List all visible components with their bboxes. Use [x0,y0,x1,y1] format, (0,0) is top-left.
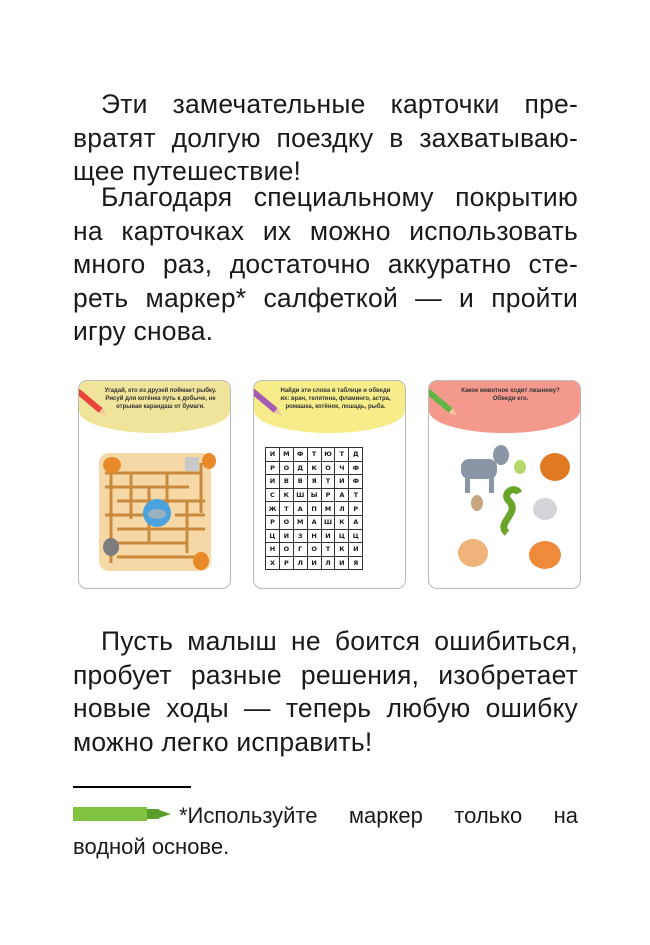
rabbit-icon [533,498,557,520]
grid-cell: И [321,529,335,543]
grid-cell: Ц [266,529,280,543]
word-search-card [253,380,406,589]
grid-cell: Л [335,502,349,516]
grid-cell: А [349,515,363,529]
grid-cell: И [349,543,363,557]
odd-animal-header: Какое животное ходит лишнему? Обведи его. [429,381,580,433]
maze-picture [91,443,218,578]
grid-cell: Ф [349,475,363,489]
grid-cell: Т [307,448,321,462]
donkey-icon [461,445,509,493]
grid-cell: Ф [293,448,307,462]
maze-card-header: Угадай, кто из друзей поймает рыбку. Рисуй для котёнка путь к добыче, не отрывая карандаш от бумаги. [79,381,230,433]
grid-cell: А [307,515,321,529]
dog-icon [458,539,488,567]
grid-cell: Ц [335,529,349,543]
closing-paragraph: Пусть малыш не боится ошибиться, пробует разные решения, изобретает новые ходы — теперь любую ошибку можно легко исправить! [73,626,578,757]
maze-card [78,380,231,589]
grid-cell: О [279,543,293,557]
grid-cell: В [279,475,293,489]
grid-cell: Ц [349,529,363,543]
grid-cell: А [335,488,349,502]
grid-cell: Ю [321,448,335,462]
grid-row [266,488,363,502]
squirrel-icon [540,453,570,481]
grid-cell: Ш [321,515,335,529]
grid-row [266,448,363,462]
footnote-rule [73,786,191,788]
grid-cell: Т [321,475,335,489]
odd-animal-card [428,380,581,589]
grid-row [266,502,363,516]
grid-cell: О [321,461,335,475]
grid-cell: Я [307,475,321,489]
grid-cell: Я [349,556,363,570]
grid-cell: Г [293,543,307,557]
grid-row [266,543,363,557]
grid-cell: Д [293,461,307,475]
grid-cell: И [279,529,293,543]
mouse-icon [471,495,483,511]
grid-cell: Ш [293,488,307,502]
cat-icon [529,541,561,569]
word-search-header: Найди эти слова в таблице и обведи их: врач, телятина, фламинго, астра, ромашка, котёнок, лошадь, рыба. [254,381,405,433]
letter-grid [265,447,363,570]
intro-paragraph: Эти замечательные карточки пре-вратят долгую поездку в захватываю-щее путешествие! [73,89,578,186]
grid-cell: З [293,529,307,543]
animals-picture [435,437,575,582]
grid-cell: И [307,556,321,570]
grid-cell: И [335,475,349,489]
grid-row [266,475,363,489]
grid-cell: С [266,488,280,502]
grid-cell: И [266,448,280,462]
grid-cell: И [266,475,280,489]
cards-illustration [78,380,578,588]
footnote-text: *Используйте маркер только на водной основе. [73,803,578,859]
grid-cell: Ж [266,502,280,516]
grid-cell: О [279,461,293,475]
grid-cell: Т [321,543,335,557]
grid-cell: Р [349,502,363,516]
grid-cell: Р [266,461,280,475]
grid-cell: Ч [335,461,349,475]
grid-cell: Т [335,448,349,462]
grid-cell: Ы [307,488,321,502]
grid-cell: В [293,475,307,489]
grid-row [266,529,363,543]
grid-cell: И [335,556,349,570]
grid-cell: Р [266,515,280,529]
grid-cell: Х [266,556,280,570]
grid-cell: К [335,543,349,557]
flower-icon [514,460,526,474]
grid-row [266,461,363,475]
grid-cell: Н [266,543,280,557]
grid-cell: Р [279,556,293,570]
grid-cell: Н [307,529,321,543]
grid-cell: Л [293,556,307,570]
grid-cell: Т [279,502,293,516]
snake-icon [504,490,519,533]
grid-cell: Д [349,448,363,462]
grid-cell: К [307,461,321,475]
grid-cell: О [279,515,293,529]
grid-cell: М [293,515,307,529]
grid-cell: Р [321,488,335,502]
grid-row [266,515,363,529]
grid-cell: Т [349,488,363,502]
grid-cell: М [279,448,293,462]
grid-cell: Л [321,556,335,570]
grid-row [266,556,363,570]
grid-cell: А [293,502,307,516]
grid-cell: М [321,502,335,516]
grid-cell: П [307,502,321,516]
coating-paragraph: Благодаря специальному покрытию на карточках их можно использовать много раз, достаточно аккуратно сте-реть маркер* салфеткой — и пройти игру снова. [73,182,578,346]
grid-cell: Ф [349,461,363,475]
grid-cell: К [335,515,349,529]
grid-cell: К [279,488,293,502]
grid-cell: О [307,543,321,557]
